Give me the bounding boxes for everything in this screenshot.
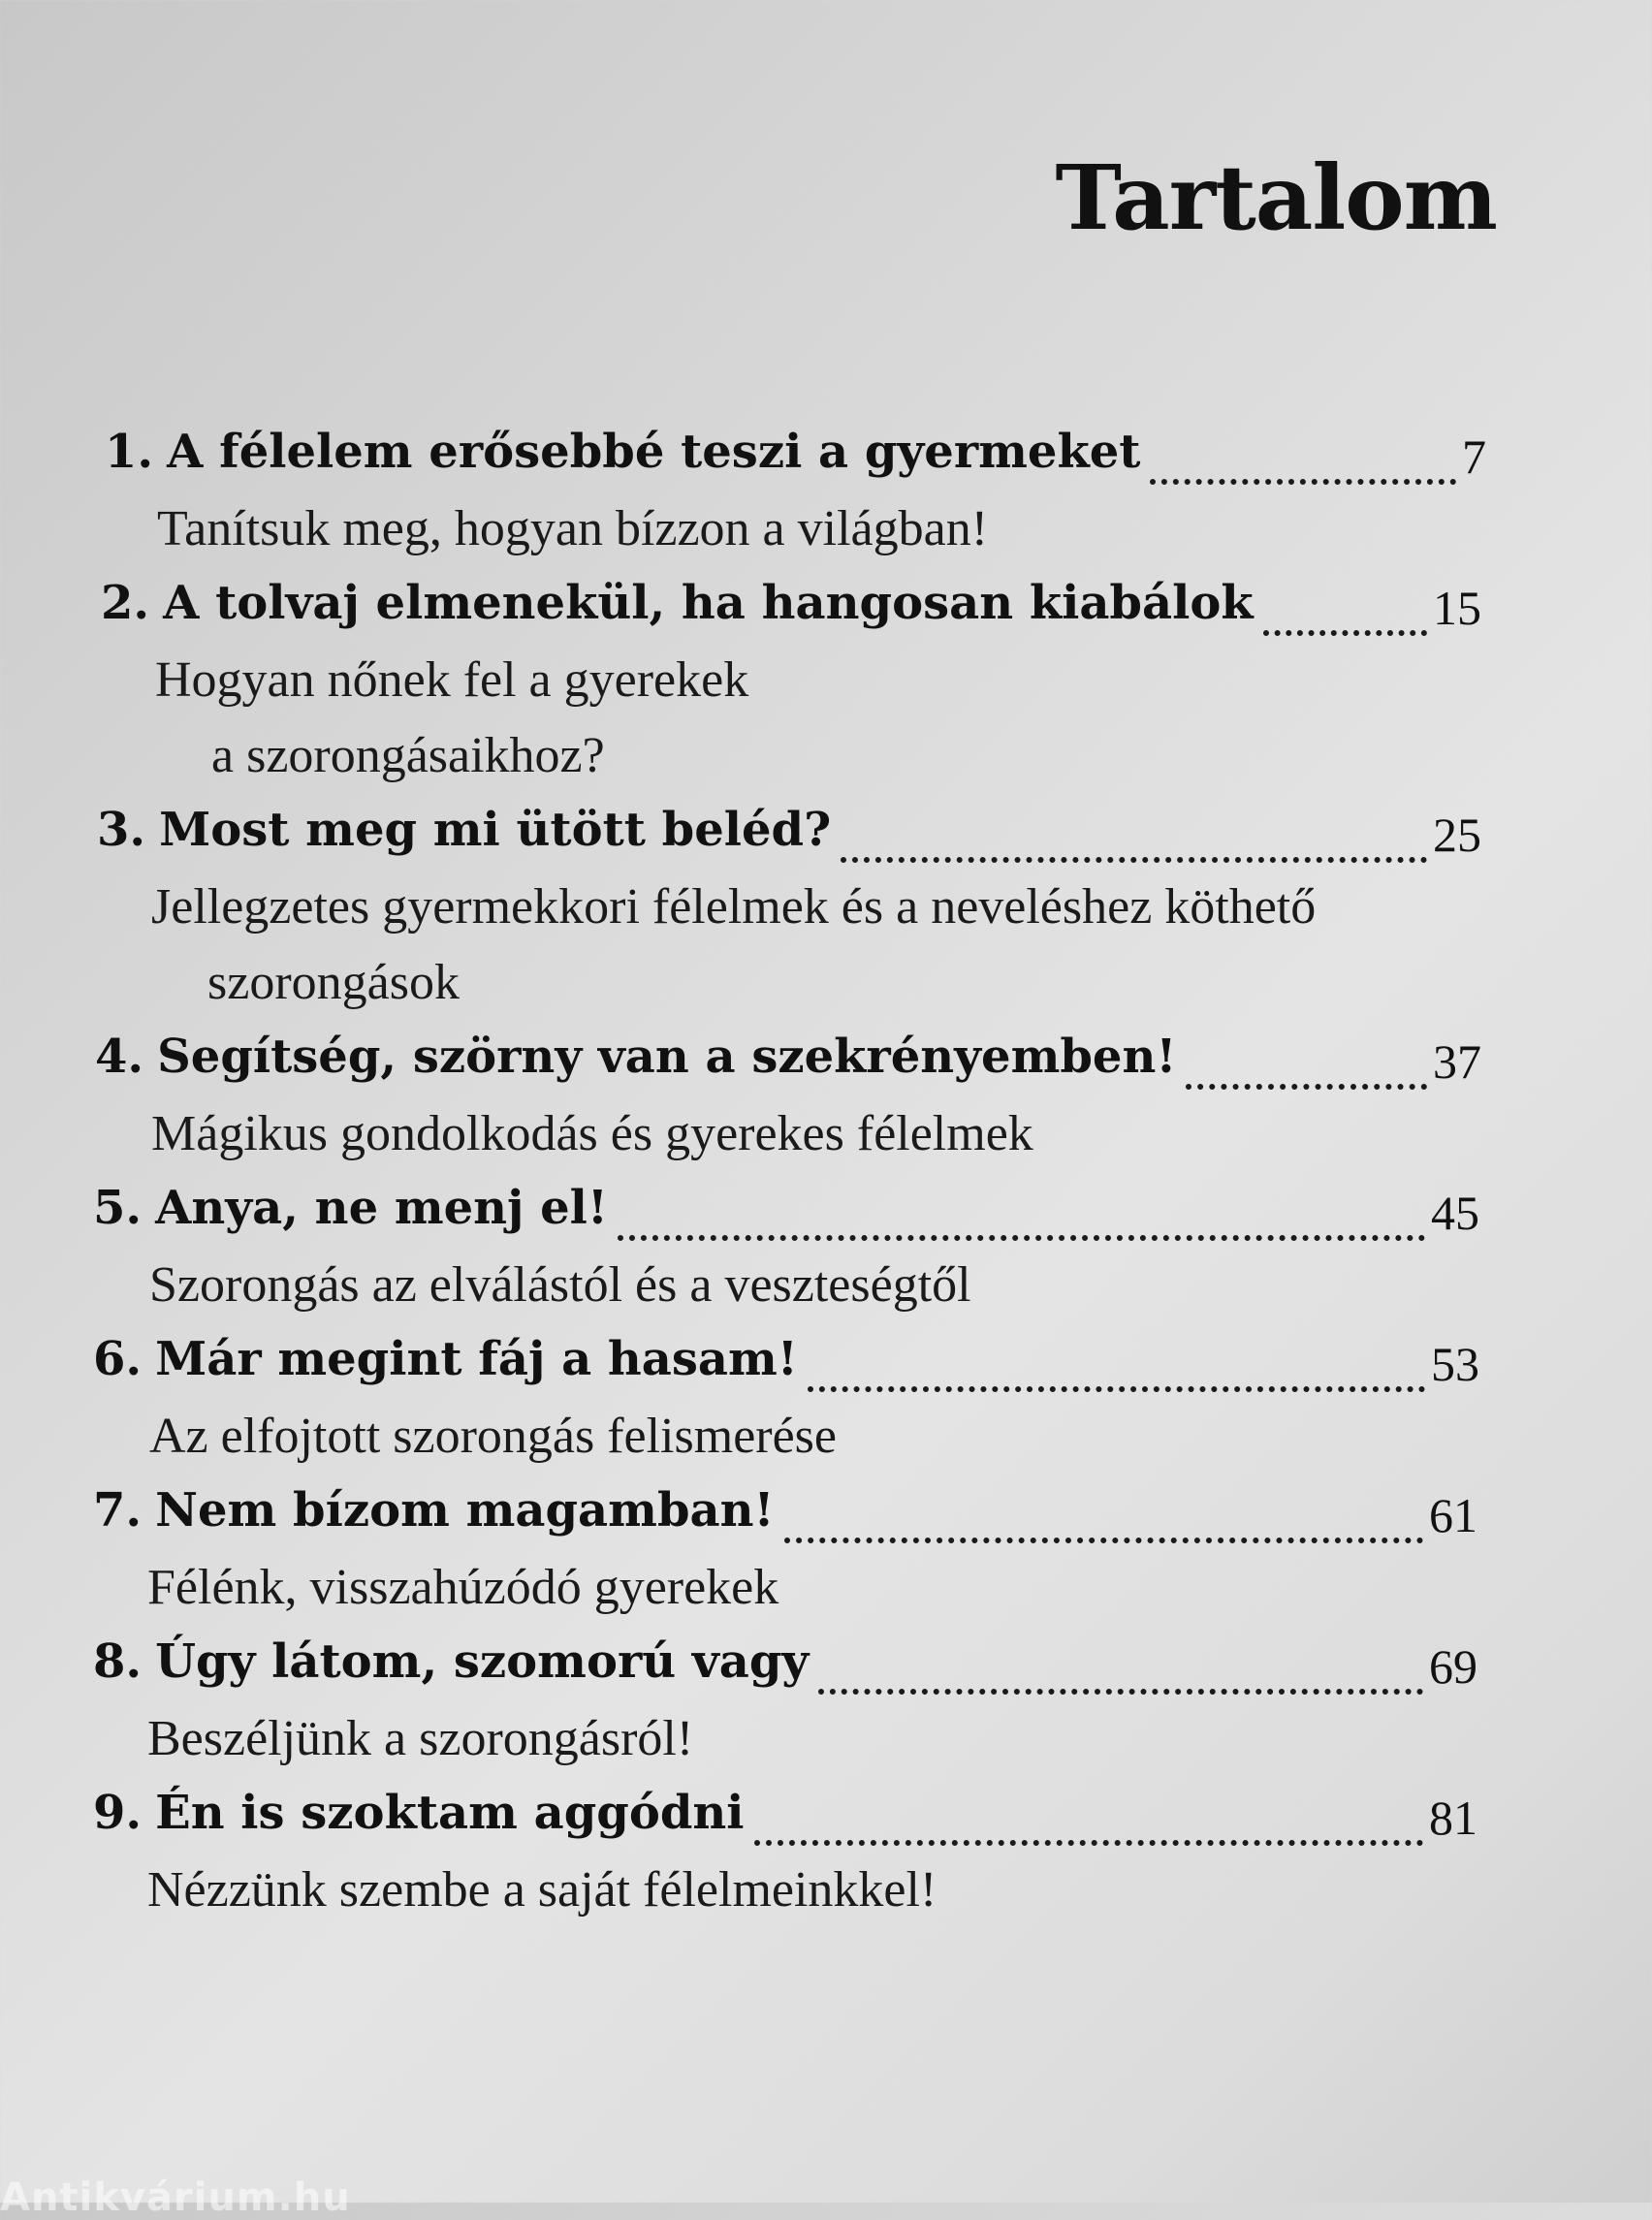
chapter-heading — [93, 1483, 775, 1538]
toc-entry-3 — [0, 795, 1652, 1022]
page-number: 45 — [1431, 1186, 1479, 1240]
chapter-line — [0, 1627, 1652, 1702]
toc-entry-6 — [0, 1324, 1652, 1475]
chapter-line — [0, 1778, 1652, 1854]
chapter-number: 2. — [101, 576, 150, 630]
chapter-heading — [105, 425, 1140, 479]
chapter-number: 7. — [93, 1483, 143, 1538]
chapter-title: Most meg mi ütött beléd? — [159, 803, 832, 857]
chapter-subtitle-continued: szorongások — [207, 955, 460, 1010]
chapter-number: 5. — [93, 1181, 143, 1235]
page-number: 61 — [1429, 1488, 1477, 1542]
chapter-title: A tolvaj elmenekül, ha hangosan kiabálok — [163, 576, 1254, 630]
chapter-subtitle: Nézzünk szembe a saját félelmeinkkel! — [147, 1862, 937, 1918]
chapter-title: Anya, ne menj el! — [155, 1181, 608, 1235]
chapter-line — [0, 1173, 1652, 1249]
chapter-number: 6. — [93, 1332, 143, 1386]
chapter-heading — [93, 1181, 608, 1235]
chapter-heading — [101, 576, 1254, 630]
chapter-subtitle: Hogyan nőnek fel a gyerekek — [155, 652, 749, 708]
chapter-line — [0, 568, 1652, 644]
leader-dots — [1186, 1035, 1427, 1090]
leader-dots — [841, 809, 1427, 863]
table-of-contents — [0, 417, 1652, 1929]
leader-dots — [818, 1640, 1423, 1695]
leader-dots — [618, 1187, 1425, 1241]
chapter-title: A félelem erősebbé teszi a gyermeket — [167, 425, 1141, 479]
chapter-line — [0, 1475, 1652, 1551]
toc-entry-7 — [0, 1475, 1652, 1627]
watermark: Antikvárium.hu — [0, 2175, 351, 2220]
chapter-line — [0, 795, 1652, 871]
chapter-subtitle: Tanítsuk meg, hogyan bízzon a világban! — [157, 501, 989, 556]
chapter-heading — [95, 1030, 1176, 1084]
chapter-number: 1. — [105, 425, 154, 479]
toc-entry-1 — [0, 417, 1652, 568]
chapter-heading — [93, 1786, 745, 1840]
toc-entry-9 — [0, 1778, 1652, 1929]
chapter-subtitle: Félénk, visszahúzódó gyerekek — [147, 1560, 779, 1615]
chapter-subtitle: Jellegzetes gyermekkori félelmek és a neveléshez köthető — [151, 879, 1317, 935]
leader-dots — [754, 1792, 1423, 1846]
page-number: 69 — [1429, 1639, 1477, 1694]
leader-dots — [784, 1489, 1423, 1543]
leader-dots — [1150, 430, 1456, 485]
toc-entry-2 — [0, 568, 1652, 795]
chapter-heading — [93, 1634, 809, 1689]
chapter-subtitle: Mágikus gondolkodás és gyerekes félelmek — [151, 1106, 1033, 1161]
chapter-subtitle: Beszéljünk a szorongásról! — [147, 1711, 694, 1766]
chapter-line — [0, 417, 1652, 492]
chapter-title: Úgy látom, szomorú vagy — [155, 1634, 810, 1689]
page-number: 15 — [1433, 581, 1481, 635]
page-number: 25 — [1433, 808, 1481, 862]
page-title: Tartalom — [1055, 145, 1497, 250]
page-number: 7 — [1462, 429, 1486, 484]
chapter-number: 4. — [95, 1030, 144, 1084]
toc-entry-5 — [0, 1173, 1652, 1324]
chapter-heading — [97, 803, 831, 857]
chapter-subtitle: Szorongás az elválástól és a veszteségtől — [149, 1257, 971, 1313]
chapter-title: Nem bízom magamban! — [155, 1483, 775, 1538]
leader-dots — [1263, 582, 1427, 636]
chapter-subtitle: Az elfojtott szorongás felismerése — [149, 1409, 837, 1464]
chapter-heading — [93, 1332, 798, 1386]
chapter-title: Már megint fáj a hasam! — [155, 1332, 798, 1386]
chapter-number: 8. — [93, 1634, 143, 1689]
chapter-line — [0, 1324, 1652, 1400]
chapter-line — [0, 1022, 1652, 1097]
chapter-number: 9. — [93, 1786, 143, 1840]
leader-dots — [808, 1338, 1425, 1392]
page-number: 37 — [1433, 1034, 1481, 1089]
chapter-title: Segítség, szörny van a szekrényemben! — [157, 1030, 1177, 1084]
chapter-title: Én is szoktam aggódni — [155, 1786, 745, 1840]
toc-entry-8 — [0, 1627, 1652, 1778]
chapter-number: 3. — [97, 803, 146, 857]
page-number: 81 — [1429, 1791, 1477, 1845]
toc-entry-4 — [0, 1022, 1652, 1173]
chapter-subtitle-continued: a szorongásaikhoz? — [211, 728, 605, 783]
page-number: 53 — [1431, 1337, 1479, 1391]
